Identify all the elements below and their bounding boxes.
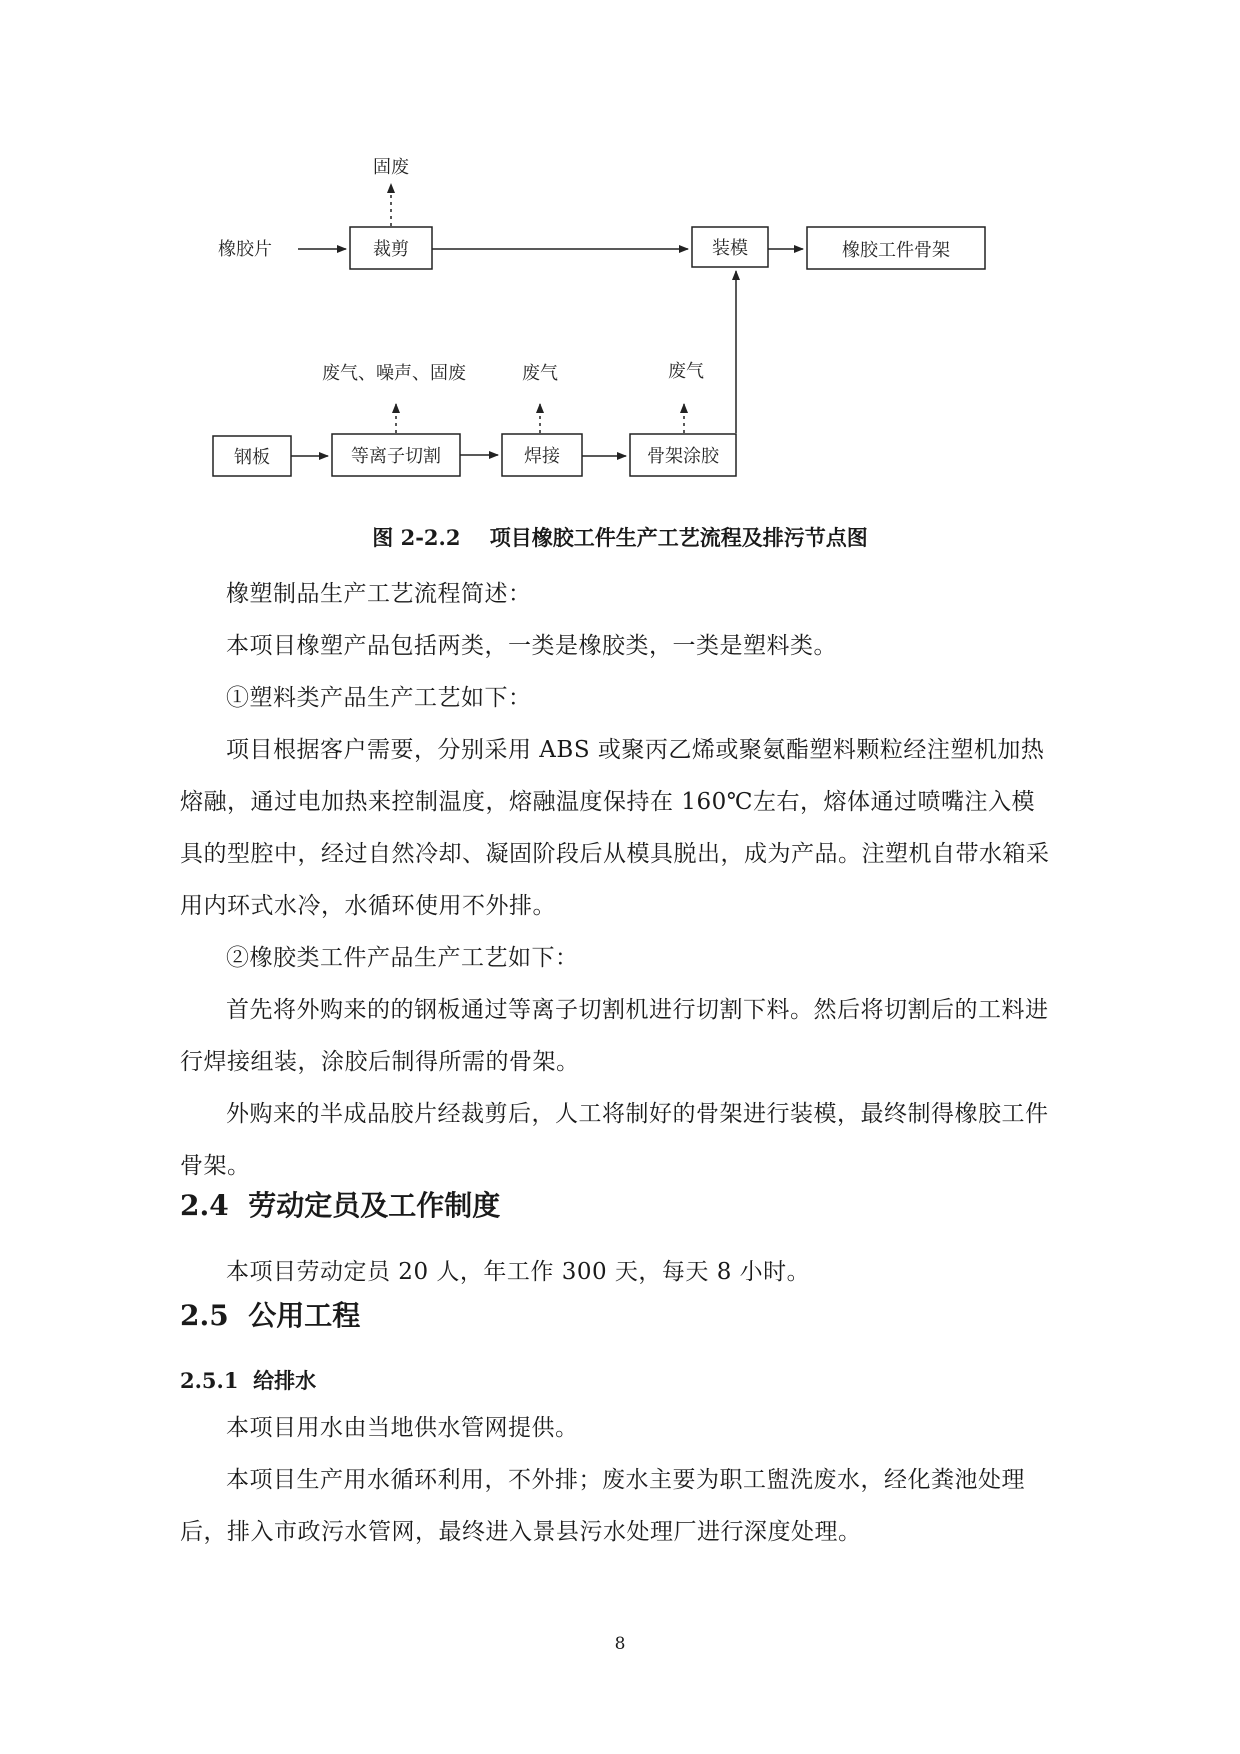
page-number: 8 <box>614 1634 626 1654</box>
paragraph-water-supply: 本项目用水由当地供水管网提供。 <box>226 1415 579 1441</box>
node-welding: 焊接 <box>524 446 560 467</box>
process-flow-diagram <box>0 0 1240 500</box>
paragraph-rubber-heading: ②橡胶类工件产品生产工艺如下： <box>226 945 579 971</box>
paragraph-process-overview: 橡塑制品生产工艺流程简述： <box>226 581 532 607</box>
emission-frame-gluing: 废气 <box>668 361 704 382</box>
paragraph-product-types: 本项目橡塑产品包括两类，一类是橡胶类，一类是塑料类。 <box>226 633 837 659</box>
paragraph-plastic-heading: ①塑料类产品生产工艺如下： <box>226 685 532 711</box>
emission-welding: 废气 <box>522 363 558 384</box>
paragraph-wastewater: 本项目生产用水循环利用，不外排；废水主要为职工盥洗废水，经化粪池处理后，排入市政污水管网，最终进入景县污水处理厂进行深度处理。 <box>180 1467 1025 1545</box>
section-heading-staffing: 2.4 劳动定员及工作制度 <box>180 1189 501 1222</box>
node-plasma-cutting: 等离子切割 <box>351 446 441 467</box>
paragraph-molding-process: 外购来的半成品胶片经裁剪后，人工将制好的骨架进行装模，最终制得橡胶工件骨架。 <box>180 1101 1049 1179</box>
paragraph-plastic-process: 项目根据客户需要，分别采用 ABS 或聚丙乙烯或聚氨酯塑料颗粒经注塑机加热熔融，通过电加热来控制温度，熔融温度保持在 160℃左右，熔体通过喷嘴注入模具的型腔中，经过自然冷却、凝固阶段后从模具脱出，成为产品。注塑机自带水箱采用内环式水冷，水循环使用不外排。 <box>180 737 1050 919</box>
node-steel-plate: 钢板 <box>234 447 270 468</box>
node-frame-gluing: 骨架涂胶 <box>647 446 719 467</box>
node-product: 橡胶工件骨架 <box>842 240 950 261</box>
section-heading-utilities: 2.5 公用工程 <box>180 1299 361 1332</box>
subsection-heading-water: 2.5.1 给排水 <box>180 1368 317 1393</box>
paragraph-staffing: 本项目劳动定员 20 人，年工作 300 天，每天 8 小时。 <box>226 1259 811 1285</box>
node-cutting: 裁剪 <box>373 239 409 260</box>
emission-cutting: 固废 <box>373 157 409 178</box>
emission-plasma-cutting: 废气、噪声、固废 <box>322 363 466 384</box>
node-molding: 装模 <box>712 238 748 259</box>
figure-caption: 图 2-2.2 项目橡胶工件生产工艺流程及排污节点图 <box>372 525 868 550</box>
node-rubber-sheet: 橡胶片 <box>218 239 272 260</box>
paragraph-steel-process: 首先将外购来的的钢板通过等离子切割机进行切割下料。然后将切割后的工料进行焊接组装，涂胶后制得所需的骨架。 <box>180 997 1049 1075</box>
